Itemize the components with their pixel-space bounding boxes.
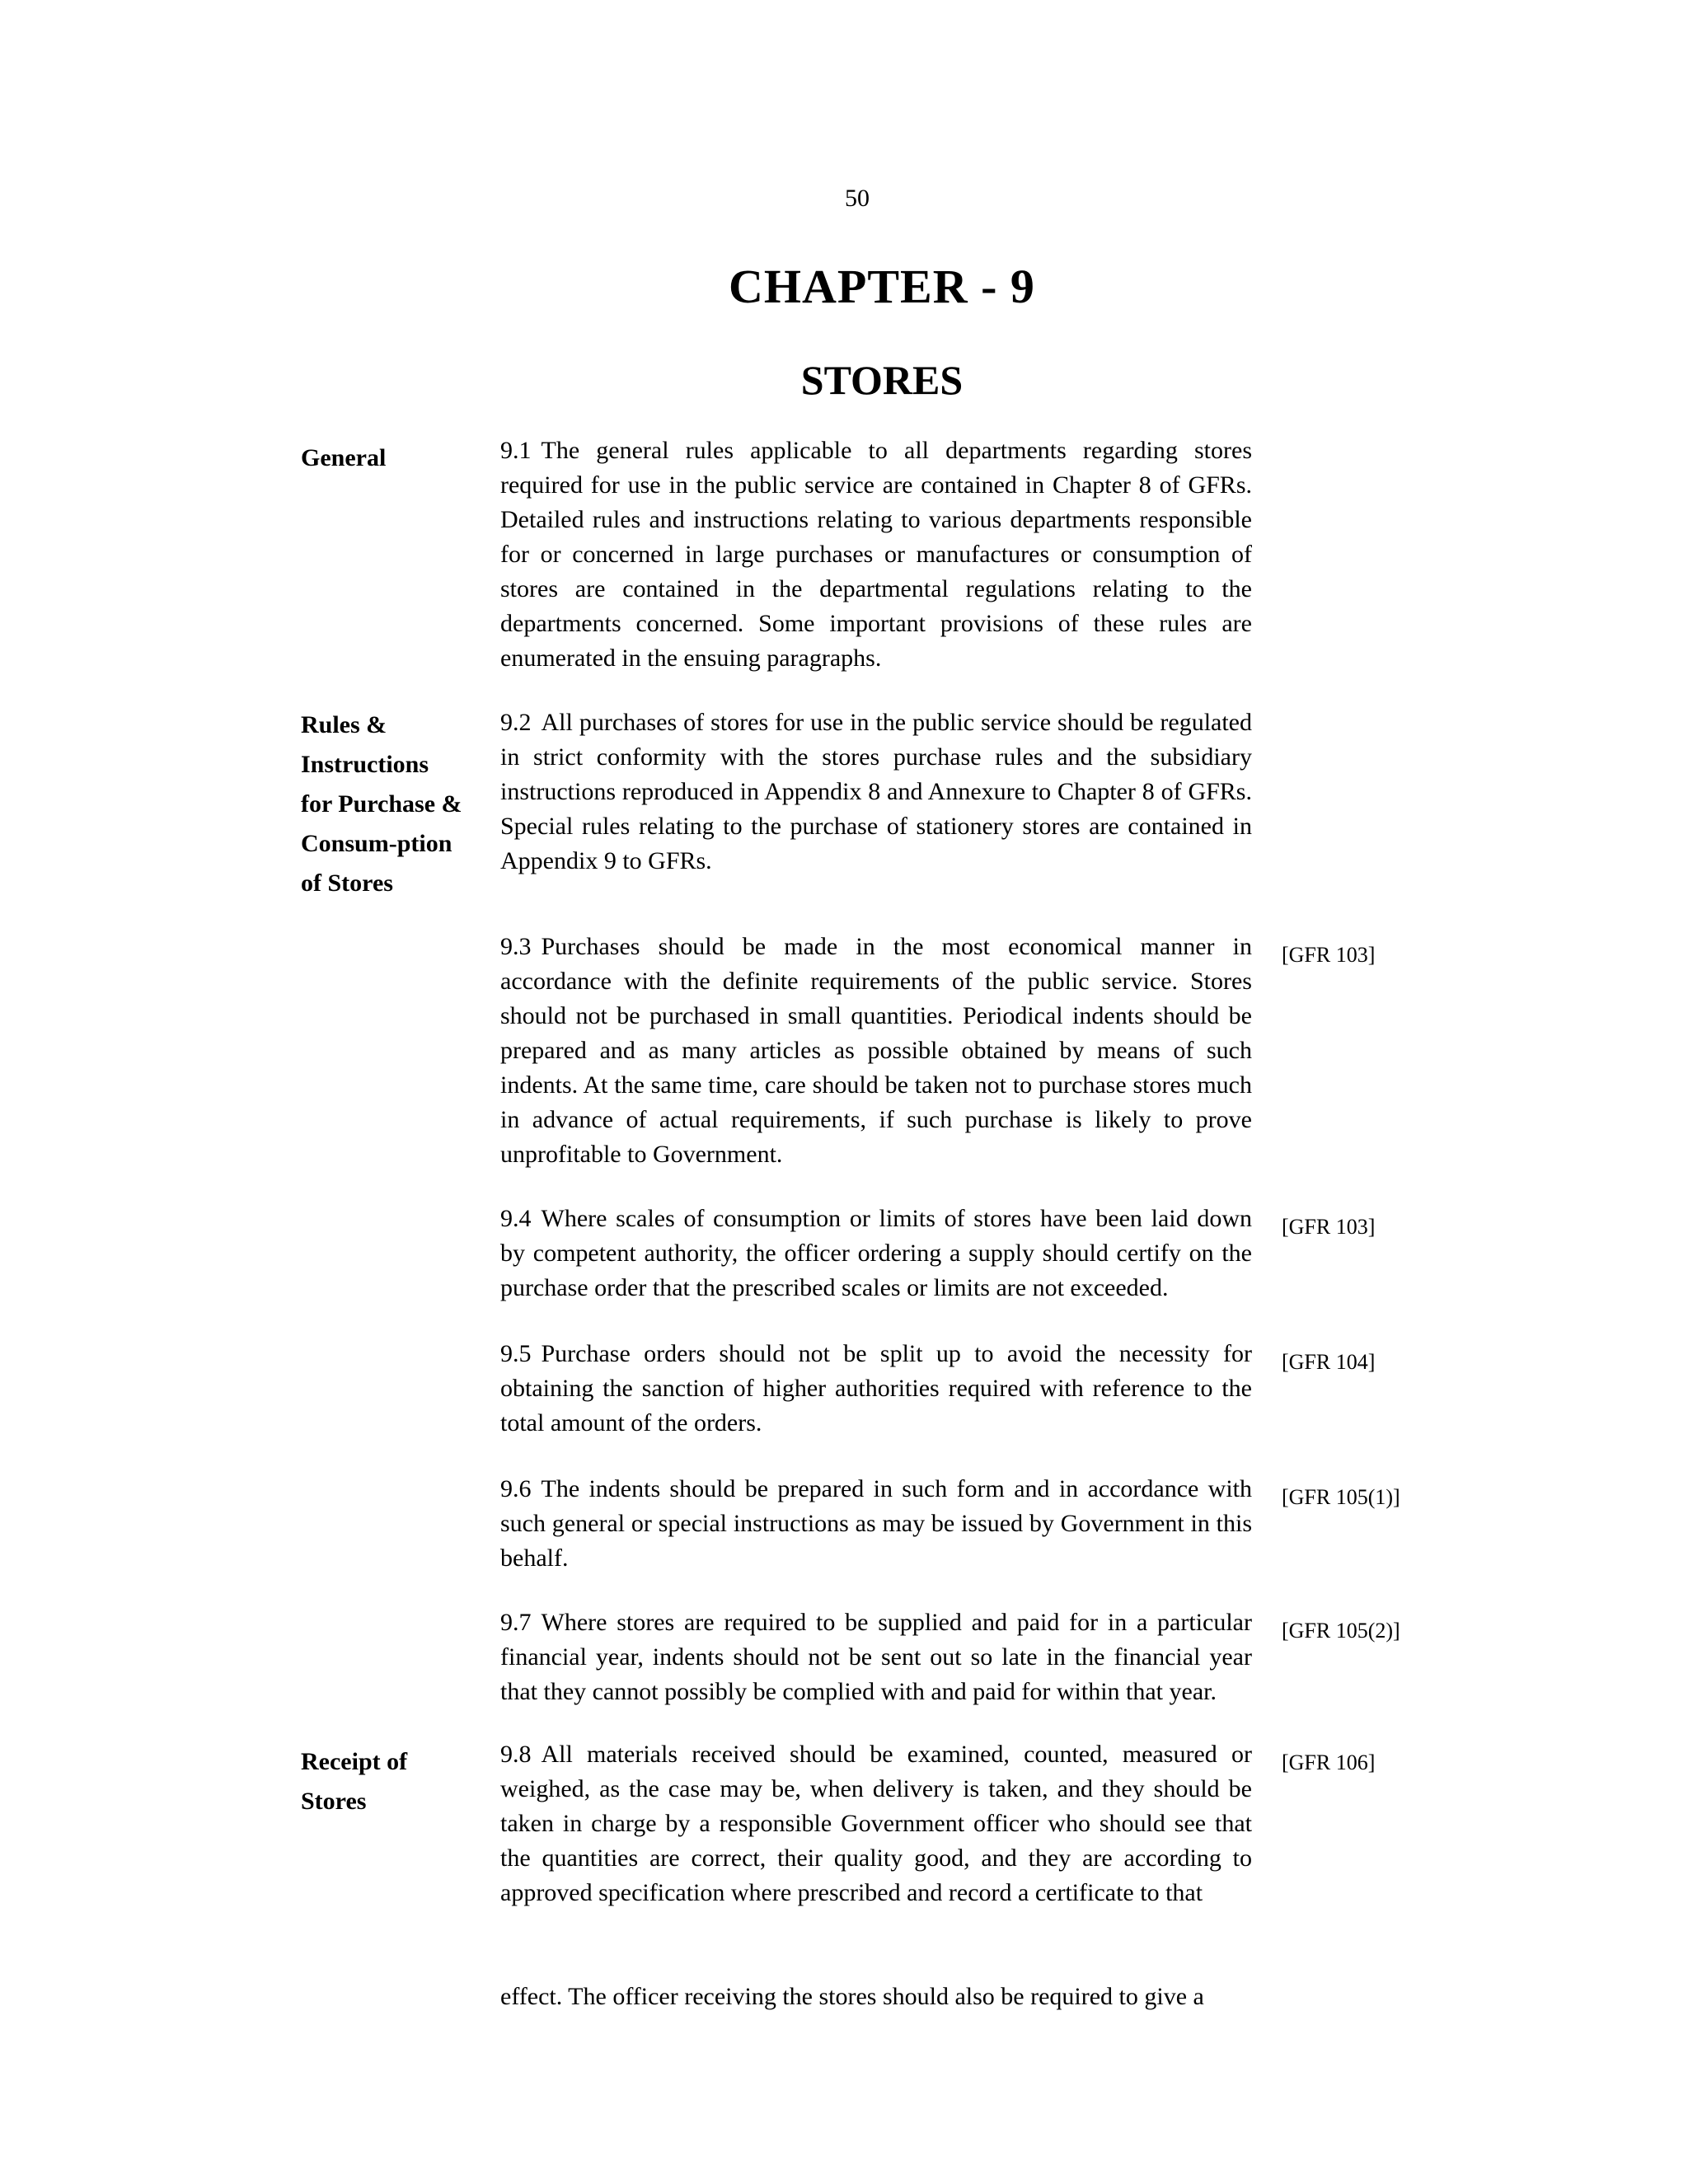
gfr-reference: [GFR 103] xyxy=(1282,943,1376,967)
side-heading-rules xyxy=(301,705,482,903)
paragraph-text: Where scales of consumption or limits of stores have been laid down by competent authority, the officer ordering a supply should certify on the purchase order that the prescribed scales or limits are not exceeded. xyxy=(500,1205,1252,1301)
paragraph-text: Where stores are required to be supplied and paid for in a particular financial year, indents should not be sent out so late in the financial year that they cannot possibly be complied with and paid for within that year. xyxy=(500,1609,1252,1705)
side-heading-line: Instructions xyxy=(301,751,429,778)
paragraph-number: 9.5 xyxy=(500,1340,532,1367)
gfr-reference: [GFR 104] xyxy=(1282,1350,1376,1374)
gfr-reference: [GFR 105(1)] xyxy=(1282,1485,1400,1509)
paragraph-continuation: effect. The officer receiving the stores should also be required to give a xyxy=(500,1983,1204,2010)
paragraph-text: Purchase orders should not be split up to avoid the necessity for obtaining the sanction of higher authorities required with reference to the total amount of the orders. xyxy=(500,1340,1252,1436)
gfr-reference: [GFR 105(2)] xyxy=(1282,1619,1400,1643)
paragraph-9-1 xyxy=(500,434,1252,676)
paragraph-9-2 xyxy=(500,705,1252,879)
side-heading-line: General xyxy=(301,444,387,471)
side-heading-general xyxy=(301,438,482,478)
paragraph-number: 9.3 xyxy=(500,933,532,960)
paragraph-text: The general rules applicable to all departments regarding stores required for use in the public service are contained in Chapter 8 of GFRs. Detailed rules and instructions relating to various departments responsible for or concerned in large purchases or manufactures or consumption of stores are contained in the departmental regulations relating to the departments concerned. Some important provisions of these rules are enumerated in the ensuing paragraphs. xyxy=(500,437,1252,672)
page-number: 50 xyxy=(845,185,870,212)
paragraph-number: 9.6 xyxy=(500,1475,532,1502)
paragraph-9-8 xyxy=(500,1737,1252,1910)
gfr-reference: [GFR 106] xyxy=(1282,1750,1376,1774)
side-heading-line: of Stores xyxy=(301,869,393,897)
side-heading-receipt xyxy=(301,1742,482,1821)
paragraph-text: All materials received should be examined, counted, measured or weighed, as the case may be, when delivery is taken, and they should be taken in charge by a responsible Government officer who should see that the quantities are correct, their quality good, and they are according to approved specification where prescribed and record a certificate to that xyxy=(500,1741,1252,1906)
paragraph-9-6 xyxy=(500,1472,1252,1576)
paragraph-text: The indents should be prepared in such form and in accordance with such general or special instructions as may be issued by Government in this behalf. xyxy=(500,1475,1252,1572)
gfr-reference: [GFR 103] xyxy=(1282,1215,1376,1239)
paragraph-9-3 xyxy=(500,930,1252,1172)
paragraph-number: 9.4 xyxy=(500,1205,532,1232)
paragraph-number: 9.7 xyxy=(500,1609,532,1636)
paragraph-number: 9.2 xyxy=(500,709,532,736)
side-heading-line: Receipt of xyxy=(301,1748,408,1775)
paragraph-9-4 xyxy=(500,1202,1252,1305)
chapter-title: CHAPTER - 9 xyxy=(729,260,1035,313)
paragraph-text: All purchases of stores for use in the public service should be regulated in strict conformity with the stores purchase rules and the subsidiary instructions reproduced in Appendix 8 and Annexure to Chapter 8 of GFRs. Special rules relating to the purchase of stationery stores are contained in Appendix 9 to GFRs. xyxy=(500,709,1252,874)
paragraph-text: Purchases should be made in the most economical manner in accordance with the definite requirements of the public service. Stores should not be purchased in small quantities. Periodical indents should be prepared and as many articles as possible obtained by means of such indents. At the same time, care should be taken not to purchase stores much in advance of actual requirements, if such purchase is likely to prove unprofitable to Government. xyxy=(500,933,1252,1168)
side-heading-line: Consum-ption xyxy=(301,830,452,857)
side-heading-line: for Purchase & xyxy=(301,790,462,818)
paragraph-9-5 xyxy=(500,1337,1252,1441)
section-title: STORES xyxy=(800,357,964,403)
paragraph-number: 9.1 xyxy=(500,437,532,464)
side-heading-line: Rules & xyxy=(301,711,387,738)
paragraph-9-7 xyxy=(500,1605,1252,1709)
paragraph-number: 9.8 xyxy=(500,1741,532,1768)
side-heading-line: Stores xyxy=(301,1788,367,1815)
